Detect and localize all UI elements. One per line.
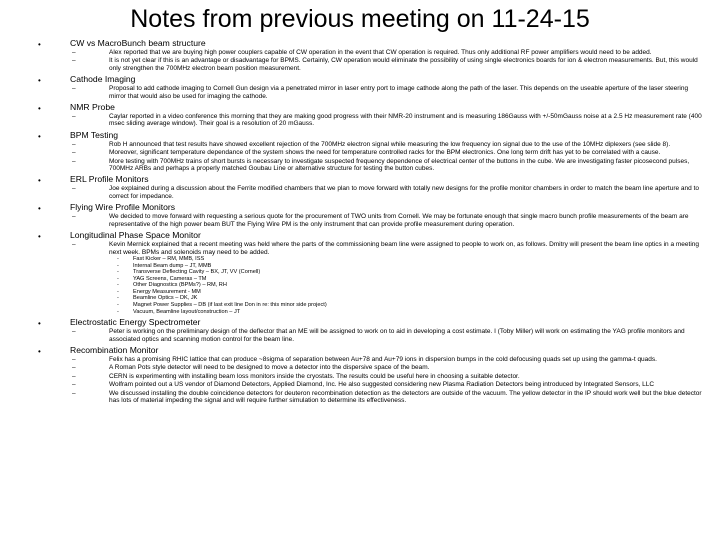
list-item-text: It is not yet clear if this is an advantage or disadvantage for BPMS. Certainly, CW operation would eliminate the possibility of using single electronics boards for ion & electron measurements. But, this would only strengthen the 700MHz electron beam position measurement. bbox=[109, 57, 698, 72]
section bbox=[38, 317, 702, 343]
notes-content bbox=[38, 38, 702, 405]
section bbox=[38, 130, 702, 173]
sub-bullet-icon: - bbox=[117, 275, 119, 282]
list-item bbox=[70, 49, 702, 56]
bullet-icon: • bbox=[38, 204, 41, 214]
sub-list-item bbox=[70, 276, 702, 283]
sub-bullet-icon: - bbox=[117, 269, 119, 276]
sub-bullet-icon: - bbox=[117, 262, 119, 269]
sub-bullet-icon: - bbox=[117, 295, 119, 302]
section bbox=[38, 202, 702, 228]
sub-list-item bbox=[70, 263, 702, 270]
sub-bullet-icon: - bbox=[117, 288, 119, 295]
section-title: Recombination Monitor bbox=[70, 345, 159, 356]
list-item-text: We discussed installing the double coincidence detectors for deuteron recombination detection as the detectors are outside of the vacuum. The yellow detector in the IP should work well but the blue detector has lots of material impeding the signal and will require further simulation to determine its effectiveness. bbox=[109, 389, 702, 405]
bullet-icon: • bbox=[38, 104, 41, 114]
section bbox=[38, 74, 702, 100]
sub-bullet-icon: - bbox=[117, 308, 119, 315]
sub-list-item bbox=[70, 309, 702, 316]
sub-list-item-text: Magnet Power Supplies – DB (if last exit line Don in re: this minor side project) bbox=[133, 302, 327, 309]
list-item bbox=[70, 241, 702, 256]
sub-bullet-icon: - bbox=[117, 282, 119, 289]
sub-list-item bbox=[70, 282, 702, 289]
list-item bbox=[70, 381, 702, 388]
sub-list-item-text: Energy Measurement - MM bbox=[133, 288, 201, 295]
list-item bbox=[70, 149, 702, 156]
bullet-icon: • bbox=[38, 40, 41, 49]
section-title: Flying Wire Profile Monitors bbox=[70, 202, 176, 213]
list-item bbox=[70, 328, 702, 343]
dash-bullet-icon: – bbox=[72, 241, 76, 249]
list-item-text: Moreover, significant temperature dependance of the system shows the need for temperature controlled racks for the BPM electronics. One long term drift has yet to be correlated with a cause. bbox=[109, 149, 661, 157]
bullet-icon: • bbox=[38, 76, 41, 86]
bullet-icon: • bbox=[38, 176, 41, 186]
dash-bullet-icon: – bbox=[72, 157, 76, 165]
dash-bullet-icon: – bbox=[72, 213, 76, 221]
sub-list-item bbox=[70, 289, 702, 296]
sub-list-item bbox=[70, 295, 702, 302]
section-title: Electrostatic Energy Spectrometer bbox=[70, 317, 201, 328]
list-item-text: Peter is working on the preliminary design of the deflector that an ME will be assigned to work on to aid in developing a cost estimate. I (Toby Miller) will work on estimating the YAG profile monitors and associated optics and scanning motion control for the beam line. bbox=[109, 328, 685, 343]
dash-bullet-icon: – bbox=[72, 328, 76, 336]
list-item bbox=[70, 141, 702, 148]
list-item-text: Wolfram pointed out a US vendor of Diamond Detectors, Applied Diamond, Inc. He also suggested considering new Plasma Radiation Detectors being introduced by Integrated Sensors, LLC bbox=[109, 381, 655, 389]
dash-bullet-icon: – bbox=[72, 113, 76, 121]
list-item-text: Proposal to add cathode imaging to Cornell Gun design via a penetrated mirror in laser entry port to image cathode along the path of the laser. This depends on the useable aperture of the laser steering mirror that would also be used for imaging the cathode. bbox=[109, 85, 689, 100]
section bbox=[38, 38, 702, 72]
sub-list-item bbox=[70, 302, 702, 309]
dash-bullet-icon: – bbox=[72, 185, 76, 193]
dash-bullet-icon: – bbox=[72, 85, 76, 93]
list-item bbox=[70, 373, 702, 380]
sub-bullet-icon: - bbox=[117, 255, 119, 262]
sub-list-item-text: Vacuum, Beamline layout/construction – JT bbox=[133, 308, 241, 315]
list-item bbox=[70, 213, 702, 228]
list-item bbox=[70, 113, 702, 128]
section bbox=[38, 345, 702, 404]
slide-title: Notes from previous meeting on 11-24-15 bbox=[130, 5, 590, 33]
list-item bbox=[70, 57, 702, 72]
dash-bullet-icon: – bbox=[72, 57, 76, 65]
list-item-text: Alex reported that we are buying high power couplers capable of CW operation in the event that CW operation is required. Thus only additional RF power amplifiers would need to be added. bbox=[109, 49, 652, 56]
section-title: CW vs MacroBunch beam structure bbox=[70, 38, 206, 48]
dash-bullet-icon: – bbox=[72, 389, 76, 397]
list-item-text: Felix has a promising RHIC lattice that can produce ~8sigma of separation between Au+78 and Au+79 ions in dispersion bumps in the cold defocusing quads set up using the gamma-t quads. bbox=[109, 356, 657, 364]
sub-bullet-icon: - bbox=[117, 302, 119, 309]
section bbox=[38, 174, 702, 200]
list-item-text: A Roman Pots style detector will need to be designed to move a detector into the dispersive space of the beam. bbox=[109, 364, 430, 372]
dash-bullet-icon: – bbox=[72, 381, 76, 389]
dash-bullet-icon: – bbox=[72, 149, 76, 157]
section-title: NMR Probe bbox=[70, 102, 115, 113]
sub-list-item-text: Beamline Optics – DK, JK bbox=[133, 295, 198, 302]
list-item bbox=[70, 364, 702, 371]
section-title: BPM Testing bbox=[70, 129, 119, 140]
list-item bbox=[70, 185, 702, 200]
list-item-text: Rob H announced that test results have showed excellent rejection of the 700MHz electron signal while measuring the low frequency ion signal due to the use of the 10MHz diplexers (see slide 8). bbox=[109, 140, 671, 148]
dash-bullet-icon: – bbox=[72, 49, 76, 56]
list-item bbox=[70, 390, 702, 405]
list-item bbox=[70, 356, 702, 363]
dash-bullet-icon: – bbox=[72, 356, 76, 364]
sub-list-item-text: Other Diagnostics (BPMs?) – RM, RH bbox=[133, 282, 227, 289]
dash-bullet-icon: – bbox=[72, 140, 76, 148]
list-item-text: We decided to move forward with requesting a serious quote for the procurement of TWO units from Cornell. We may be fortunate enough that single macro bunch profile measurements of the beam are representative of the high power beam BUT the Flying Wire PM is the only instrument that can provide profile measurement during operation. bbox=[109, 213, 689, 228]
list-item-text: CERN is experimenting with installing beam loss monitors inside the cryostats. The results could be useful here in choosing a suitable detector. bbox=[109, 372, 520, 380]
sub-list bbox=[70, 256, 702, 315]
list-item-text: Caylar reported in a video conference this morning that they are making good progress with their NMR-20 instrument and is measuring 186Gauss with +/-50mGauss noise at a 2.5 Hz measurement rate (400 msec sliding average window). Their goal is a resolution of 20 mGauss. bbox=[109, 113, 702, 128]
bullet-icon: • bbox=[38, 347, 41, 357]
sub-list-item-text: YAG Screens, Cameras – TM bbox=[133, 275, 207, 282]
bullet-icon: • bbox=[38, 319, 41, 329]
dash-bullet-icon: – bbox=[72, 372, 76, 380]
section-title: ERL Profile Monitors bbox=[70, 174, 149, 185]
dash-bullet-icon: – bbox=[72, 364, 76, 372]
list-item-text: More testing with 700MHz trains of short bursts is necessary to investigate suspected frequency dependence of electrical center of the buttons in the cube. We are investigating faster picosecond pulses, 700MHz ARBs and perhaps a properly matched Goubau Line or alternative structure for testing the button cubes. bbox=[109, 157, 690, 173]
section-title: Longitudinal Phase Space Monitor bbox=[70, 230, 201, 241]
bullet-icon: • bbox=[38, 232, 41, 242]
list-item-text: Joe explained during a discussion about the Ferrite modified chambers that we plan to move forward with totally new designs for the profile monitor chambers in order to match the beam line aperture and to correct for impedance. bbox=[109, 185, 700, 200]
bullet-icon: • bbox=[38, 131, 41, 141]
sub-list-item-text: Fast Kicker – RM, MMB, ISS bbox=[133, 255, 205, 262]
section-title: Cathode Imaging bbox=[70, 74, 136, 85]
list-item bbox=[70, 158, 702, 173]
sub-list-item bbox=[70, 256, 702, 263]
sub-list-item-text: Transverse Deflecting Cavity – BX, JT, VV (Cornell) bbox=[133, 269, 261, 276]
sub-list-item-text: Internal Beam dump – JT, MMB bbox=[133, 262, 212, 269]
section bbox=[38, 102, 702, 128]
list-item-text: Kevin Mernick explained that a recent meeting was held where the parts of the commissioning beam line were assigned to people to work on, as follows. Dmitry will present the beam line optics in a meeting next week. BPMs and solenoids may need to be added. bbox=[109, 241, 699, 256]
section bbox=[38, 230, 702, 315]
sub-list-item bbox=[70, 269, 702, 276]
list-item bbox=[70, 85, 702, 100]
